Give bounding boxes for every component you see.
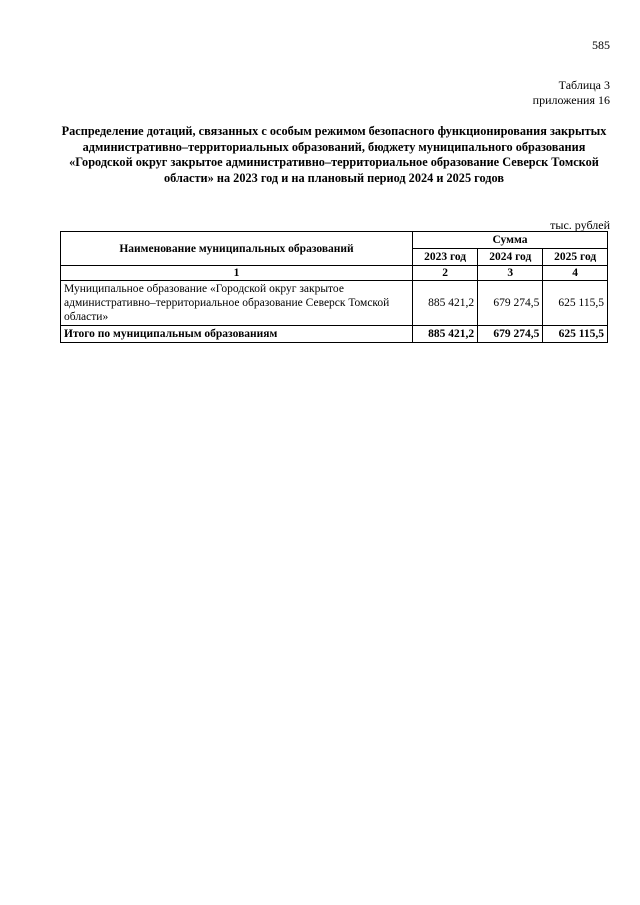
row-municipality-name: Муниципальное образование «Городской округ закрытое административно–территориальное образование Северск Томской области» (61, 281, 413, 326)
units-label: тыс. рублей (550, 218, 610, 232)
table-reference-line-1: Таблица 3 (558, 78, 610, 92)
table-reference (533, 78, 610, 108)
column-number-2: 2 (413, 266, 478, 281)
column-number-row (61, 266, 608, 281)
total-value-2024: 679 274,5 (478, 326, 543, 343)
total-value-2025: 625 115,5 (543, 326, 608, 343)
total-value-2023: 885 421,2 (413, 326, 478, 343)
total-label: Итого по муниципальным образованиям (61, 326, 413, 343)
table-header-row-1 (61, 232, 608, 249)
table-row (61, 281, 608, 326)
row-value-2024: 679 274,5 (478, 281, 543, 326)
column-number-4: 4 (543, 266, 608, 281)
column-number-3: 3 (478, 266, 543, 281)
header-year-2024: 2024 год (478, 249, 543, 266)
row-value-2025: 625 115,5 (543, 281, 608, 326)
header-name-column: Наименование муниципальных образований (61, 232, 413, 266)
header-year-2023: 2023 год (413, 249, 478, 266)
row-value-2023: 885 421,2 (413, 281, 478, 326)
column-number-1: 1 (61, 266, 413, 281)
table-reference-line-2: приложения 16 (532, 93, 610, 107)
header-sum-column: Сумма (413, 232, 608, 249)
document-title: Распределение дотаций, связанных с особым режимом безопасного функционирования закрытых административно–территориальных образований, бюджету муниципального образования «Городской округ закрытое административно–территориальное образование Северск Томской области» на 2023 год и на плановый период 2024 и 2025 годов (61, 124, 607, 185)
page-number: 585 (592, 38, 610, 52)
subsidy-table (60, 231, 608, 343)
total-row (61, 326, 608, 343)
header-year-2025: 2025 год (543, 249, 608, 266)
